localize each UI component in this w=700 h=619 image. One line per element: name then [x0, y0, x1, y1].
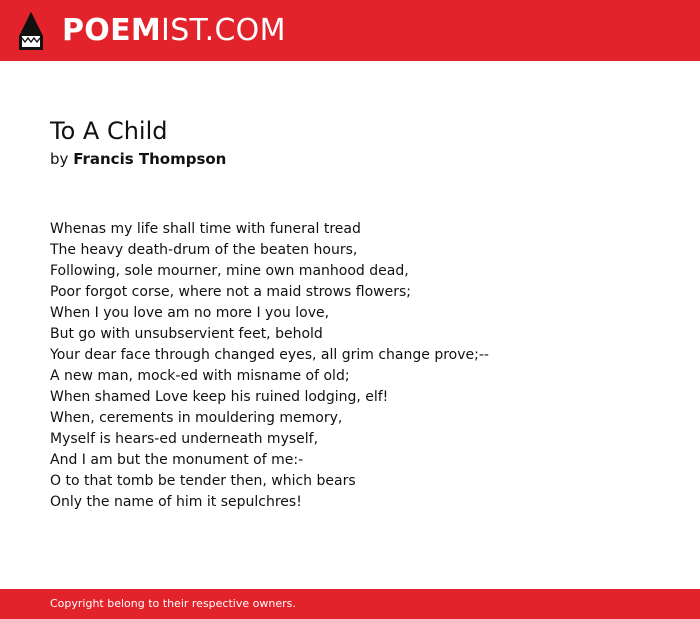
poem-line: And I am but the monument of me:- — [50, 452, 304, 468]
poem-line: The heavy death-drum of the beaten hours, — [50, 242, 358, 258]
poem-line: A new man, mock-ed with misname of old; — [50, 368, 350, 384]
byline-prefix: by — [50, 150, 69, 168]
poem-line: Poor forgot corse, where not a maid strows flowers; — [50, 284, 412, 300]
poem-line: Myself is hears-ed underneath myself, — [50, 431, 319, 447]
poem-line: When shamed Love keep his ruined lodging, elf! — [50, 389, 389, 405]
poem-line: O to that tomb be tender then, which bears — [50, 473, 356, 489]
copyright-notice: Copyright belong to their respective owners. — [50, 597, 296, 610]
poem-line: Your dear face through changed eyes, all grim change prove;-- — [50, 347, 489, 363]
poem-line: Following, sole mourner, mine own manhood dead, — [50, 263, 409, 279]
author-name[interactable]: Francis Thompson — [73, 150, 227, 168]
site-footer — [0, 589, 700, 619]
poem-line: When I you love am no more I you love, — [50, 305, 330, 321]
byline — [50, 149, 226, 169]
poem-line: But go with unsubservient feet, behold — [50, 326, 323, 342]
poem-body — [50, 219, 489, 513]
poem-line: Only the name of him it sepulchres! — [50, 494, 302, 510]
logo-wordmark-bold: POEM — [62, 13, 162, 48]
logo-wordmark-light: IST.COM — [161, 13, 286, 48]
logo-wordmark — [62, 9, 286, 53]
site-header — [0, 0, 700, 61]
pencil-icon — [18, 10, 44, 52]
site-logo[interactable] — [18, 9, 286, 53]
poem-line: Whenas my life shall time with funeral tread — [50, 221, 361, 237]
poem-title: To A Child — [50, 117, 168, 145]
poem-line: When, cerements in mouldering memory, — [50, 410, 343, 426]
